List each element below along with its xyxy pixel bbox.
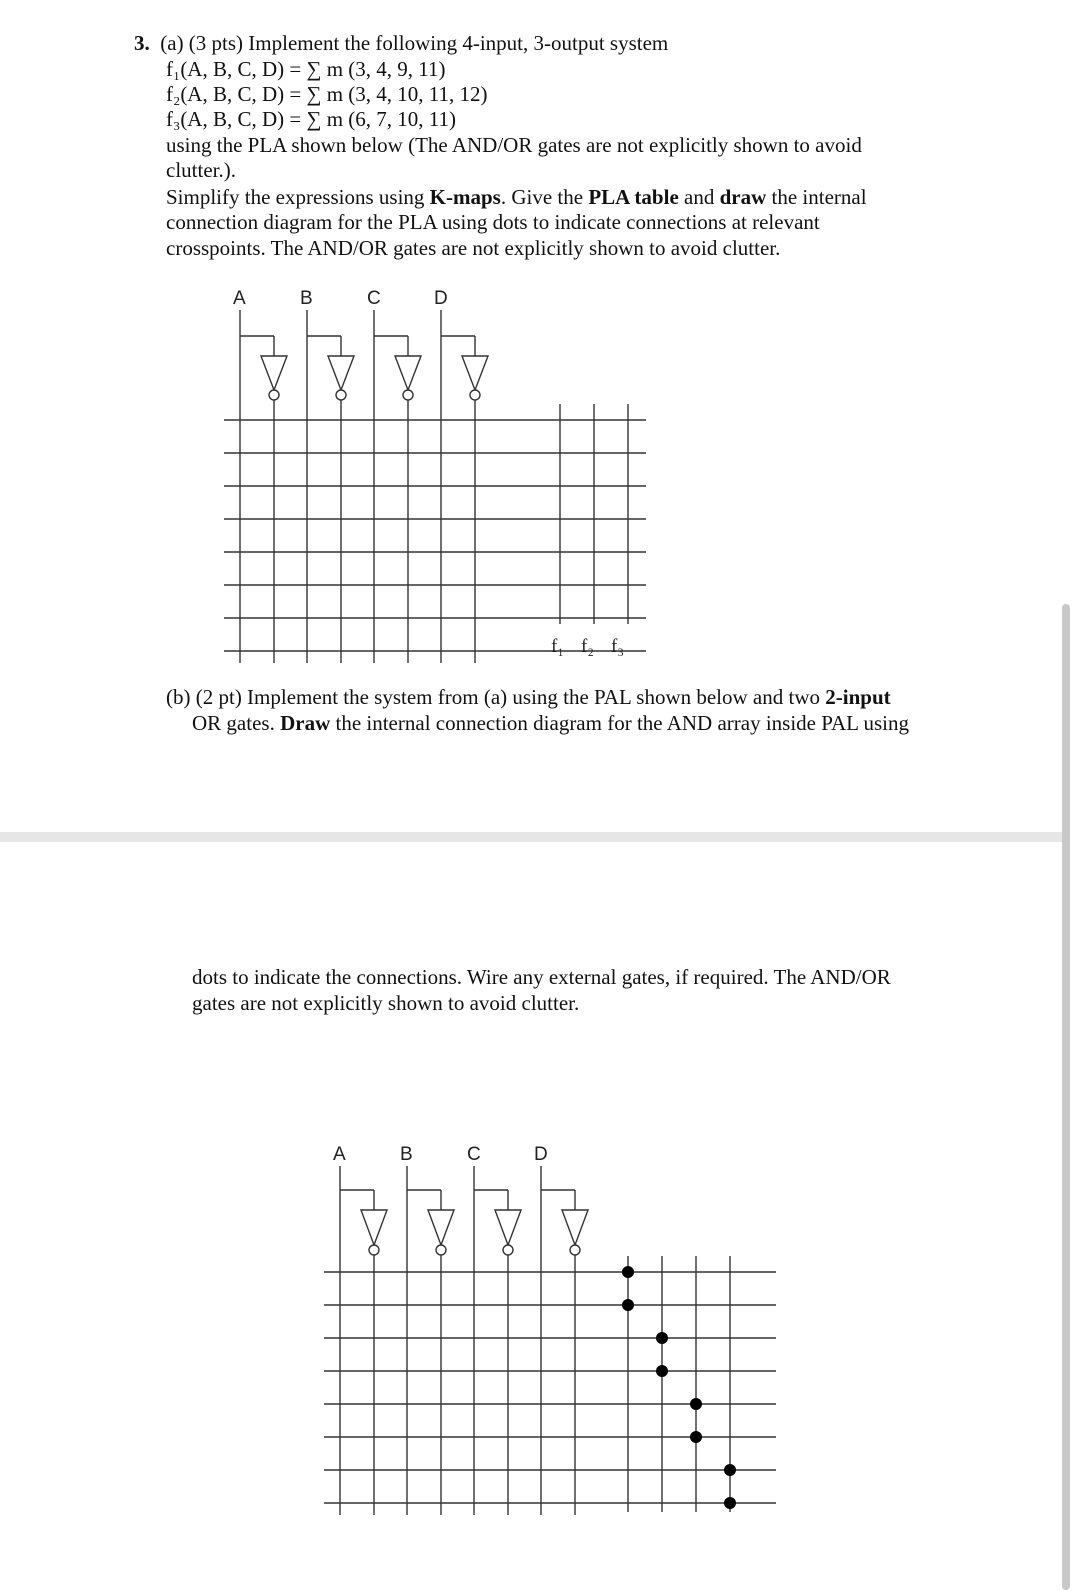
pal-fixed-connection-dot — [690, 1431, 702, 1443]
f1-expression: f₁(A, B, C, D) = ∑ m (3, 4, 9, 11) — [166, 57, 446, 81]
input-label-b: B — [300, 288, 313, 309]
input-label-b: B — [400, 1144, 413, 1165]
inverter-bubble-c — [503, 1245, 513, 1255]
pal-fixed-connection-dot — [656, 1332, 668, 1344]
vertical-scrollbar[interactable] — [1062, 604, 1070, 1590]
f2-expression: f₂(A, B, C, D) = ∑ m (3, 4, 10, 11, 12) — [166, 82, 488, 106]
inverter-bubble-a — [369, 1245, 379, 1255]
part-b-text-3: the internal connection diagram for the AND array inside PAL using — [330, 711, 909, 735]
using-pla-line2: clutter.). — [166, 158, 236, 182]
input-label-a: A — [233, 288, 246, 309]
part-b-text-1: (b) (2 pt) Implement the system from (a) using the PAL shown below and two — [166, 685, 826, 709]
pal-fixed-connection-dot — [656, 1365, 668, 1377]
two-input-emphasis: 2-input — [825, 685, 891, 709]
part-b-text-2: OR gates. — [192, 711, 281, 735]
inverter-d — [562, 1210, 588, 1245]
pal-fixed-connection-dot — [622, 1266, 634, 1278]
simplify-text-3: and — [678, 185, 720, 209]
input-label-c: C — [367, 288, 381, 309]
pal-wiring — [324, 1166, 776, 1515]
pla-table-emphasis: PLA table — [588, 185, 679, 209]
simplify-text-2: . Give the — [500, 185, 589, 209]
simplify-text-1: Simplify the expressions using — [166, 185, 430, 209]
pal-input-labels — [333, 1144, 548, 1165]
input-label-d: D — [534, 1144, 548, 1165]
simplify-line3: crosspoints. The AND/OR gates are not explicitly shown to avoid clutter. — [166, 236, 781, 260]
pal-fixed-connection-dot — [724, 1497, 736, 1509]
inverter-c — [495, 1210, 521, 1245]
inverter-a — [361, 1210, 387, 1245]
draw-emphasis: draw — [719, 185, 767, 209]
pal-fixed-connection-dot — [724, 1464, 736, 1476]
input-label-a: A — [333, 1144, 346, 1165]
question-number: 3. — [134, 31, 150, 55]
part-a-header: (a) (3 pts) Implement the following 4-input, 3-output system — [160, 31, 669, 55]
output-label-f3: f₃ — [611, 636, 624, 657]
inverter-bubble-b — [436, 1245, 446, 1255]
using-pla-line1: using the PLA shown below (The AND/OR gates are not explicitly shown to avoid — [166, 133, 862, 157]
output-label-f2: f₂ — [581, 636, 594, 657]
pal-connection-dots — [622, 1266, 736, 1509]
part-b-line4: gates are not explicitly shown to avoid clutter. — [192, 991, 580, 1015]
part-b-line3: dots to indicate the connections. Wire any external gates, if required. The AND/OR — [192, 965, 891, 989]
pal-fixed-connection-dot — [622, 1299, 634, 1311]
inverter-bubble-d — [570, 1245, 580, 1255]
draw-emphasis-b: Draw — [280, 711, 331, 735]
input-label-c: C — [467, 1144, 481, 1165]
output-label-f1: f₁ — [551, 636, 564, 657]
pal-fixed-connection-dot — [690, 1398, 702, 1410]
input-label-d: D — [434, 288, 448, 309]
simplify-line2: connection diagram for the PLA using dots to indicate connections at relevant — [166, 210, 820, 234]
simplify-text-4: the internal — [766, 185, 867, 209]
f3-expression: f₃(A, B, C, D) = ∑ m (6, 7, 10, 11) — [166, 107, 457, 131]
kmaps-emphasis: K-maps — [429, 185, 501, 209]
inverter-b — [428, 1210, 454, 1245]
